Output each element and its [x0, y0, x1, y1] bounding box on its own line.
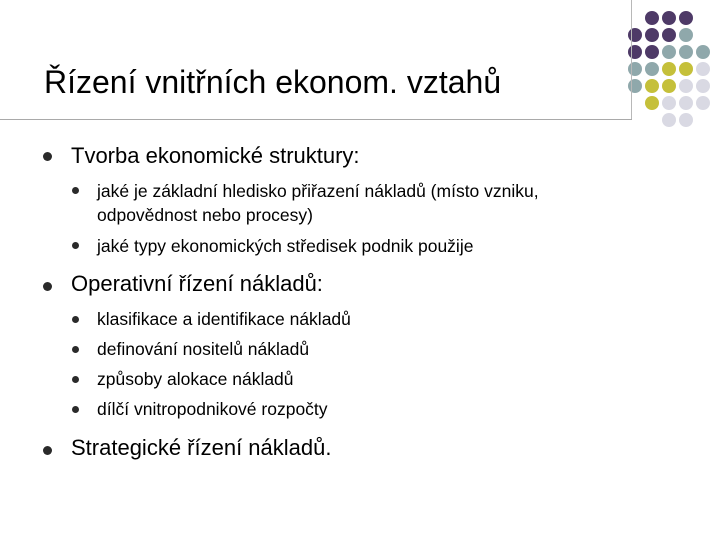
bullet-dot-icon [72, 242, 79, 249]
bullet-text: Operativní řízení nákladů: [71, 271, 323, 296]
bullet-dot-icon [43, 446, 52, 455]
header-divider-vertical [631, 0, 632, 120]
decor-dot [662, 28, 676, 42]
bullet-dot-icon [43, 282, 52, 291]
bullet-dot-icon [72, 316, 79, 323]
decor-dot [662, 62, 676, 76]
decor-dot [679, 11, 693, 25]
decor-dot [662, 96, 676, 110]
decor-dot [696, 96, 710, 110]
bullet-dot-icon [72, 187, 79, 194]
sub-bullet-text: jaké typy ekonomických středisek podnik použije [97, 236, 474, 256]
decor-dot [645, 28, 659, 42]
bullet-dot-icon [72, 376, 79, 383]
bullet-dot-icon [72, 346, 79, 353]
decor-dot [645, 62, 659, 76]
bullet-text: Tvorba ekonomické struktury: [71, 143, 360, 168]
sub-bullet-text: dílčí vnitropodnikové rozpočty [97, 399, 328, 419]
sub-bullet-text: jaké je základní hledisko přiřazení nákladů (místo vzniku, [97, 181, 539, 201]
decor-dot [645, 96, 659, 110]
decor-dot [696, 79, 710, 93]
decor-dot [696, 62, 710, 76]
decor-dot [679, 62, 693, 76]
decor-dot [662, 79, 676, 93]
sub-bullet-text: definování nositelů nákladů [97, 339, 310, 359]
title-underline [0, 119, 632, 120]
decor-dot [679, 28, 693, 42]
decor-dot [662, 45, 676, 59]
decor-dot [662, 113, 676, 127]
slide-title: Řízení vnitřních ekonom. vztahů [44, 64, 502, 100]
bullet-dot-icon [43, 152, 52, 161]
decor-dot [645, 79, 659, 93]
bullet-text: Strategické řízení nákladů. [71, 435, 332, 460]
decor-dot [679, 96, 693, 110]
decor-dot [645, 11, 659, 25]
decor-dot [662, 11, 676, 25]
decor-dot [679, 45, 693, 59]
decor-dot [696, 45, 710, 59]
sub-bullet-text-continued: odpovědnost nebo procesy) [97, 205, 313, 225]
bullet-dot-icon [72, 406, 79, 413]
decor-dot [679, 79, 693, 93]
sub-bullet-text: způsoby alokace nákladů [97, 369, 294, 389]
sub-bullet-text: klasifikace a identifikace nákladů [97, 309, 351, 329]
decor-dot [679, 113, 693, 127]
decor-dot [645, 45, 659, 59]
